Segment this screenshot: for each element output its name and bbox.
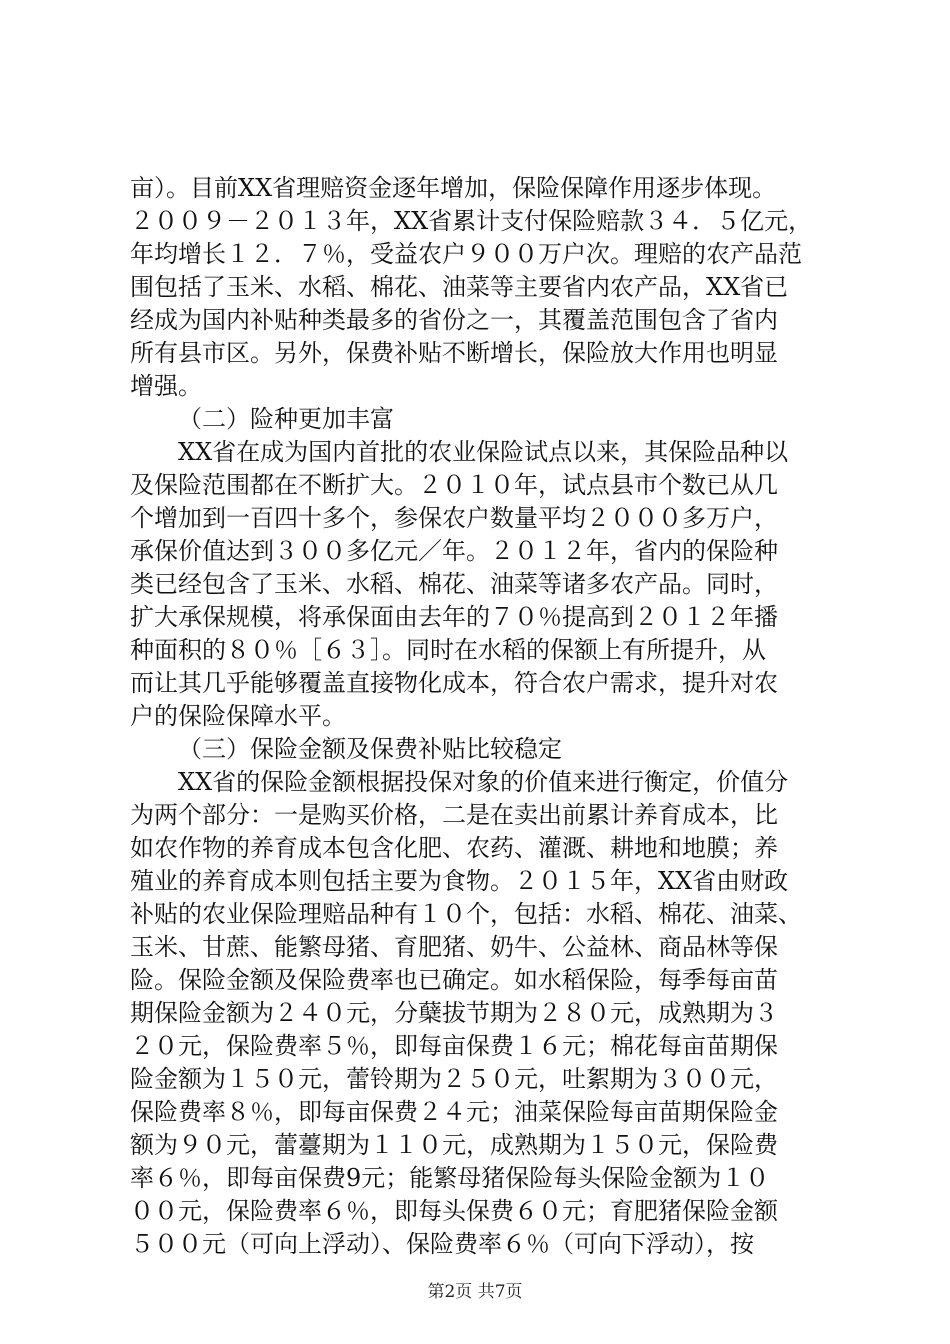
text-line: 保险费率８％，即每亩保费２４元；油菜保险每亩苗期保险金: [130, 1098, 778, 1126]
text-line: 为两个部分：一是购买价格，二是在卖出前累计养育成本，比: [130, 801, 778, 829]
text-line: （二）险种更加丰富: [178, 405, 394, 433]
text-line: ２００９－２０１３年，XX省累计支付保险赔款３４．５亿元，: [130, 207, 813, 235]
text-line: 个增加到一百四十多个，参保农户数量平均２０００多万户，: [130, 504, 778, 532]
text-line: 增强。: [130, 372, 202, 400]
text-line: 率６％，即每亩保费9元；能繁母猪保险每头保险金额为１０: [130, 1164, 770, 1192]
text-line: （三）保险金额及保费补贴比较稳定: [178, 735, 562, 763]
text-line: 承保价值达到３００多亿元／年。２０１２年，省内的保险种: [130, 537, 778, 565]
text-line: 补贴的农业保险理赔品种有１０个，包括：水稻、棉花、油菜、: [130, 900, 802, 928]
text-line: 种面积的８０％［６３］。同时在水稻的保额上有所提升，从: [130, 636, 766, 664]
text-line: 经成为国内补贴种类最多的省份之一，其覆盖范围包含了省内: [130, 306, 778, 334]
text-line: 及保险范围都在不断扩大。２０１０年，试点县市个数已从几: [130, 471, 778, 499]
text-line: 扩大承保规模，将承保面由去年的７０％提高到２０１２年播: [130, 603, 778, 631]
text-line: XX省的保险金额根据投保对象的价值来进行衡定，价值分: [178, 768, 789, 796]
text-line: 所有县市区。另外，保费补贴不断增长，保险放大作用也明显: [130, 339, 778, 367]
text-line: 户的保险保障水平。: [130, 702, 346, 730]
text-line: ２０元，保险费率５％，即每亩保费１６元；棉花每亩苗期保: [130, 1032, 778, 1060]
text-line: ５００元（可向上浮动）、保险费率６％（可向下浮动），按: [130, 1230, 754, 1258]
text-line: 围包括了玉米、水稻、棉花、油菜等主要省内农产品，XX省已: [130, 273, 789, 301]
text-line: 亩）。目前XX省理赔资金逐年增加，保险保障作用逐步体现。: [130, 174, 777, 202]
text-line: 玉米、甘蔗、能繁母猪、育肥猪、奶牛、公益林、商品林等保: [130, 933, 778, 961]
text-line: 而让其几乎能够覆盖直接物化成本，符合农户需求，提升对农: [130, 669, 778, 697]
text-line: XX省在成为国内首批的农业保险试点以来，其保险品种以: [178, 438, 789, 466]
text-line: ００元，保险费率６％，即每头保费６０元；育肥猪保险金额: [130, 1197, 778, 1225]
document-body: [130, 172, 830, 1261]
text-line: 险。保险金额及保险费率也已确定。如水稻保险，每季每亩苗: [130, 966, 778, 994]
text-line: 类已经包含了玉米、水稻、棉花、油菜等诸多农产品。同时，: [130, 570, 778, 598]
text-line: 如农作物的养育成本包含化肥、农药、灌溉、耕地和地膜；养: [130, 834, 778, 862]
text-line: 额为９０元，蕾薹期为１１０元，成熟期为１５０元，保险费: [130, 1131, 778, 1159]
text-line: 年均增长１２．７％，受益农户９００万户次。理赔的农产品范: [130, 240, 802, 268]
text-line: 期保险金额为２４０元，分蘖拔节期为２８０元，成熟期为３: [130, 999, 778, 1027]
text-line: 险金额为１５０元，蕾铃期为２５０元，吐絮期为３００元，: [130, 1065, 778, 1093]
page-number-footer: 第2页 共7页: [427, 1282, 523, 1302]
text-line: 殖业的养育成本则包括主要为食物。２０１５年，XX省由财政: [130, 867, 789, 895]
